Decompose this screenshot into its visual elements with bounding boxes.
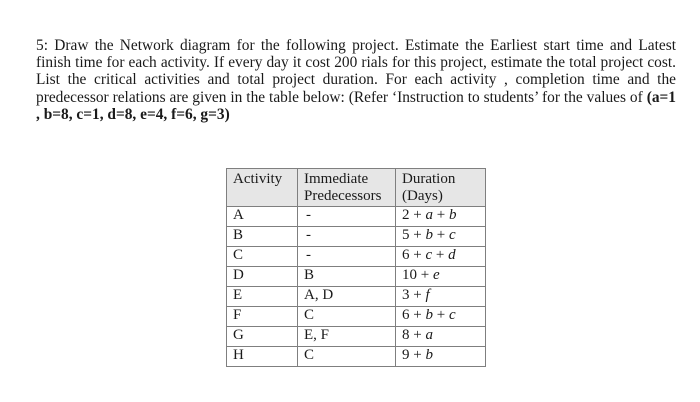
- header-duration: [396, 169, 486, 207]
- cell-activity: B: [227, 227, 298, 247]
- cell-predecessors: C: [298, 347, 396, 367]
- table-row: [227, 207, 486, 227]
- cell-predecessors: -: [298, 247, 396, 267]
- cell-activity: E: [227, 287, 298, 307]
- cell-duration: 10 + e: [396, 267, 486, 287]
- cell-duration: 8 + a: [396, 327, 486, 347]
- cell-activity: G: [227, 327, 298, 347]
- cell-duration: 6 + b + c: [396, 307, 486, 327]
- cell-activity: D: [227, 267, 298, 287]
- table-row: [227, 287, 486, 307]
- question-text: [36, 37, 676, 123]
- cell-predecessors: B: [298, 267, 396, 287]
- header-row: [227, 169, 486, 207]
- cell-duration: 6 + c + d: [396, 247, 486, 267]
- activity-table: [226, 168, 486, 367]
- cell-predecessors: -: [298, 227, 396, 247]
- table-row: [227, 227, 486, 247]
- table-row: [227, 347, 486, 367]
- cell-predecessors: C: [298, 307, 396, 327]
- question-intro: 5: Draw the Network diagram for the following project. Estimate the Earliest start time and Latest finish time for each activity. If every day it cost 200 rials for this project, estimate the total project cost. List the critical activities and total project duration. For each activity , completion time and the predecessor relations are given in the table below: (Refer ‘Instruction to students’ for the values of: [36, 37, 676, 106]
- table-row: [227, 307, 486, 327]
- table-header: [227, 169, 486, 207]
- cell-duration: 9 + b: [396, 347, 486, 367]
- header-predecessors: [298, 169, 396, 207]
- cell-activity: F: [227, 307, 298, 327]
- cell-activity: C: [227, 247, 298, 267]
- cell-predecessors: E, F: [298, 327, 396, 347]
- header-duration-line1: Duration: [402, 171, 456, 187]
- cell-duration: 2 + a + b: [396, 207, 486, 227]
- cell-activity: H: [227, 347, 298, 367]
- question-values: (a=1 , b=8, c=1, d=8, e=4, f=6, g=3): [36, 88, 676, 123]
- cell-duration: 5 + b + c: [396, 227, 486, 247]
- header-activity-label: Activity: [233, 171, 283, 187]
- cell-activity: A: [227, 207, 298, 227]
- table-body: [227, 207, 486, 367]
- table-row: [227, 267, 486, 287]
- header-predecessors-line1: Immediate: [304, 171, 369, 187]
- table-row: [227, 327, 486, 347]
- cell-duration: 3 + f: [396, 287, 486, 307]
- header-predecessors-line2: Predecessors: [304, 188, 382, 204]
- cell-predecessors: -: [298, 207, 396, 227]
- header-duration-line2: (Days): [402, 188, 443, 204]
- cell-predecessors: A, D: [298, 287, 396, 307]
- table-row: [227, 247, 486, 267]
- header-activity: [227, 169, 298, 207]
